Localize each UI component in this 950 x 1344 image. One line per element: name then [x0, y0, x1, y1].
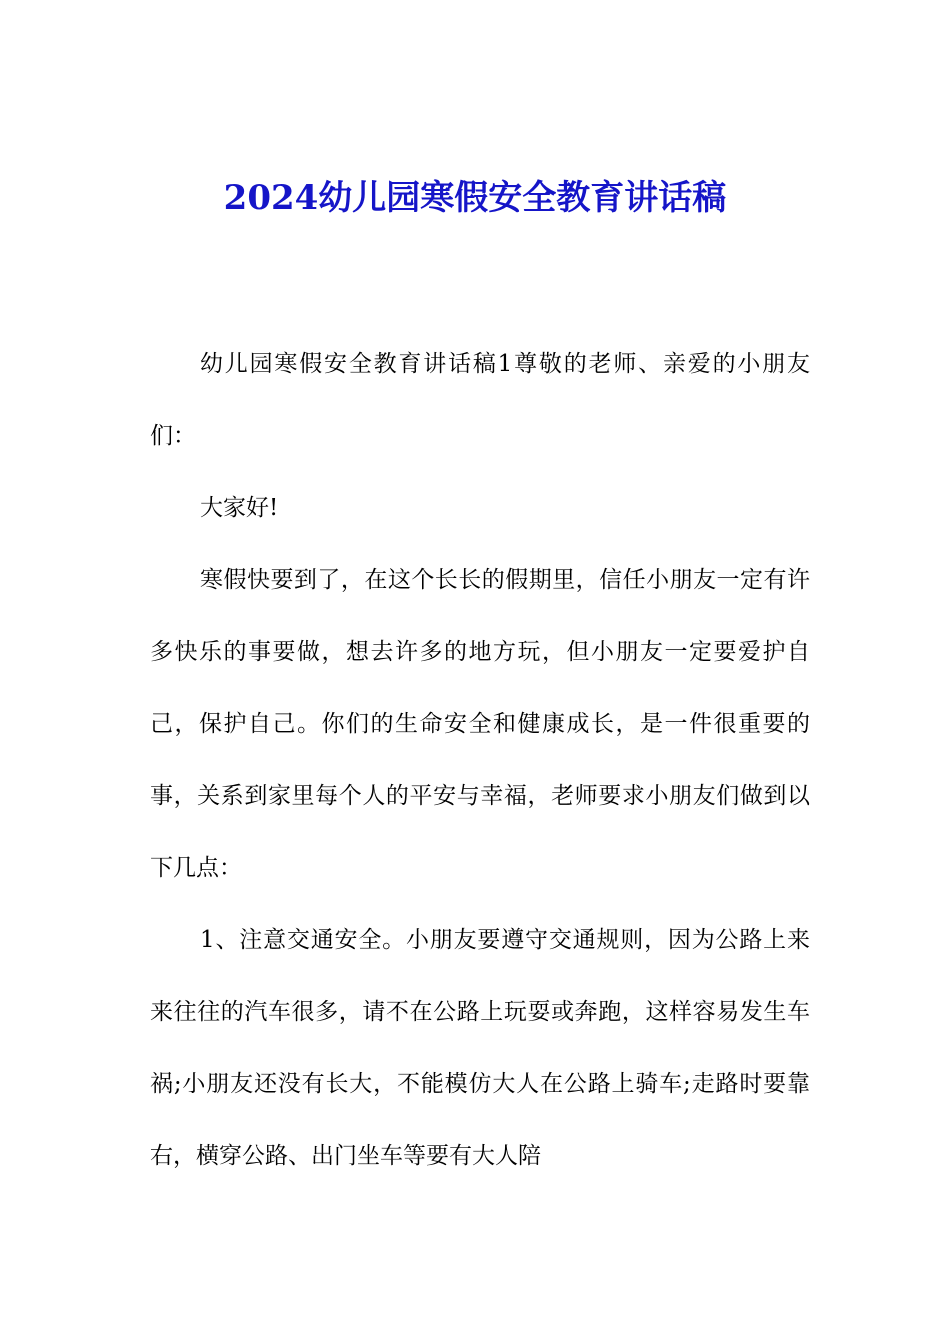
- paragraph-hello: 大家好!: [200, 495, 279, 521]
- paragraph-greeting: 幼儿园寒假安全教育讲话稿1尊敬的老师、亲爱的小朋友们：: [150, 351, 810, 449]
- document-body: [150, 328, 810, 1192]
- paragraph-intro: 寒假快要到了，在这个长长的假期里，信任小朋友一定有许多快乐的事要做，想去许多的地方玩，但小朋友一定要爱护自己，保护自己。你们的生命安全和健康成长，是一件很重要的事，关系到家里每个人的平安与幸福，老师要求小朋友们做到以下几点：: [150, 567, 810, 881]
- document-title: 2024幼儿园寒假安全教育讲话稿: [223, 178, 727, 218]
- paragraph-traffic-safety: 1、注意交通安全。小朋友要遵守交通规则，因为公路上来来往往的汽车很多，请不在公路上玩耍或奔跑，这样容易发生车祸;小朋友还没有长大，不能模仿大人在公路上骑车;走路时要靠右，横穿公路、出门坐车等要有大人陪: [150, 927, 810, 1169]
